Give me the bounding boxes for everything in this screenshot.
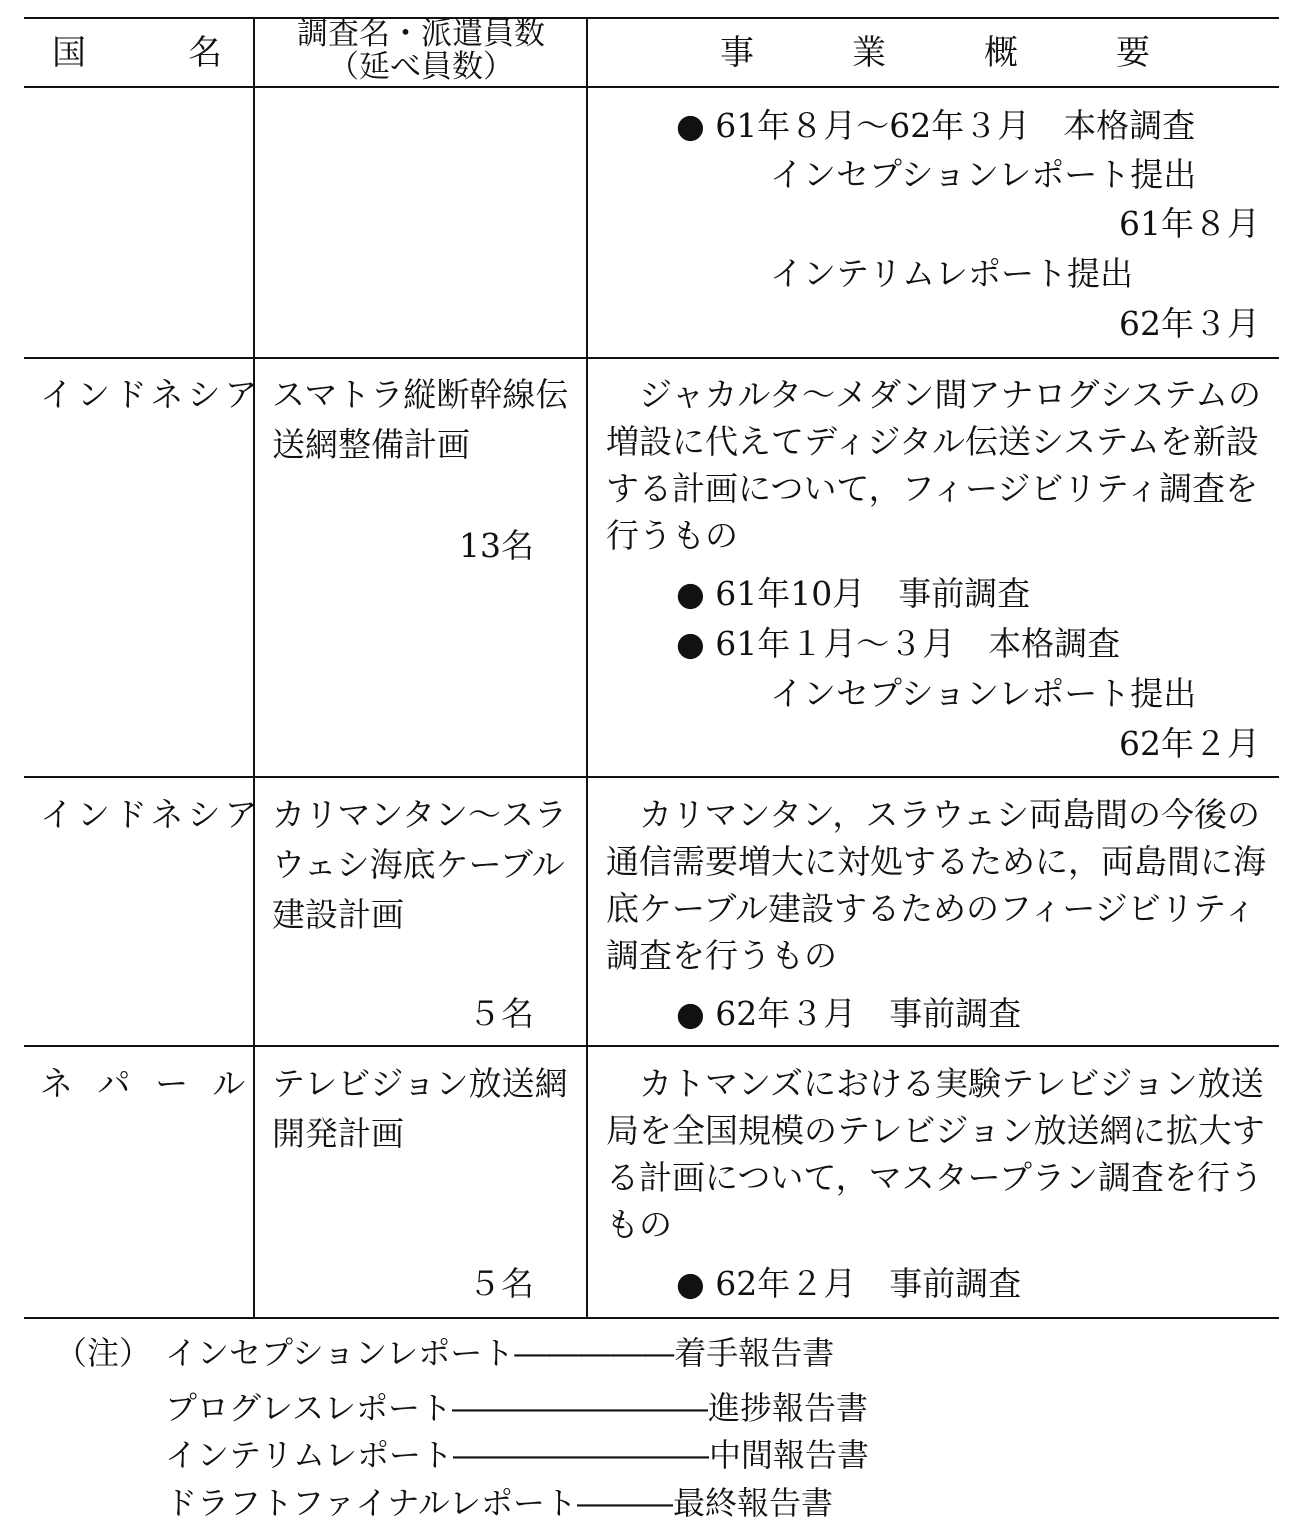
column-divider-1 — [253, 17, 255, 1317]
table-row-1-line: ● 61年１月～３月 本格調査 — [676, 624, 1121, 663]
table-row-1-survey: スマトラ縦断幹線伝 — [272, 375, 569, 414]
header-bottom-rule — [24, 86, 1279, 88]
note-meaning: 着手報告書 — [674, 1334, 835, 1372]
table-row-2-survey: カリマンタン～スラ — [272, 795, 568, 834]
note-term: インセプションレポート — [165, 1334, 515, 1372]
header-country — [52, 30, 222, 77]
table-row-1-line: 62年２月 — [1119, 724, 1260, 763]
row-rule-2 — [24, 776, 1279, 778]
header-summary-char: 要 — [1116, 33, 1150, 73]
header-country-char: 名 — [188, 33, 222, 73]
note-term: ドラフトファイナルレポート — [165, 1484, 578, 1522]
table-row-2-count: ５名 — [468, 994, 534, 1033]
note-dash: ――――― — [514, 1334, 675, 1372]
header-survey-line: 調査名・派遣員数 — [297, 16, 545, 52]
table-top-rule — [24, 17, 1279, 19]
table-row-1-country: インドネシア — [40, 375, 262, 414]
note-dash: ――― — [577, 1484, 674, 1522]
note-dash: ―――――――― — [453, 1436, 710, 1474]
table-row-1-line: ● 61年10月 事前調査 — [676, 574, 1031, 613]
header-country-char: 国 — [52, 33, 86, 73]
note-item — [165, 1476, 833, 1531]
table-row-1-line: インセプションレポート提出 — [770, 674, 1197, 713]
table-row-2-survey: 建設計画 — [272, 895, 404, 934]
note-item — [165, 1428, 869, 1483]
table-row-3-desc: カトマンズにおける実験テレビジョン放送局を全国規模のテレビジョン放送網に拡大する計画について，マスタープラン調査を行うもの — [606, 1064, 1265, 1244]
header-summary-char: 事 — [720, 33, 754, 73]
table-row-3-survey: テレビジョン放送網 — [272, 1064, 568, 1103]
table-row-3-count: ５名 — [468, 1264, 534, 1303]
row-rule-3 — [24, 1045, 1279, 1047]
table-row-3-country: ネパール — [40, 1064, 271, 1103]
table-row-1-count: 13名 — [459, 526, 534, 565]
note-term: インテリムレポート — [165, 1436, 454, 1474]
table-row-0-line: インセプションレポート提出 — [770, 155, 1197, 194]
column-divider-2 — [586, 17, 588, 1317]
table-row-2-line: ● 62年３月 事前調査 — [676, 994, 1022, 1033]
note-meaning: 中間報告書 — [709, 1436, 870, 1474]
table-row-3-line: ● 62年２月 事前調査 — [676, 1264, 1022, 1303]
table-row-0-line: 61年８月 — [1119, 204, 1260, 243]
note-term: プログレスレポート — [165, 1389, 453, 1427]
note-dash: ―――――――― — [452, 1389, 709, 1427]
table-row-3-survey: 開発計画 — [272, 1114, 404, 1153]
header-summary-char: 概 — [984, 33, 1018, 73]
header-summary-char: 業 — [852, 33, 886, 73]
header-survey — [256, 18, 586, 84]
notes-label: （注） — [55, 1334, 152, 1372]
table-row-0-line: インテリムレポート提出 — [770, 254, 1133, 293]
table-bottom-rule — [24, 1317, 1279, 1319]
table-row-1-desc: ジャカルタ～メダン間アナログシステムの増設に代えてディジタル伝送システムを新設する計画について，フィージビリティ調査を行うもの — [606, 375, 1262, 555]
table-row-0-line: ● 61年８月～62年３月 本格調査 — [676, 106, 1196, 145]
table-row-2-survey: ウェシ海底ケーブル — [272, 845, 565, 884]
table-row-2-desc: カリマンタン，スラウェシ両島間の今後の通信需要増大に対処するために，両島間に海底ケーブル建設するためのフィージビリティ調査を行うもの — [606, 795, 1266, 975]
row-rule-1 — [24, 357, 1279, 359]
table-row-2-country: インドネシア — [40, 795, 262, 834]
note-meaning: 進捗報告書 — [708, 1389, 869, 1427]
header-survey-line: （延べ員数） — [328, 49, 514, 85]
table-row-0-line: 62年３月 — [1119, 304, 1260, 343]
note-item — [165, 1326, 834, 1381]
header-summary — [720, 30, 1150, 77]
note-meaning: 最終報告書 — [673, 1484, 834, 1522]
table-row-1-survey: 送網整備計画 — [272, 425, 470, 464]
